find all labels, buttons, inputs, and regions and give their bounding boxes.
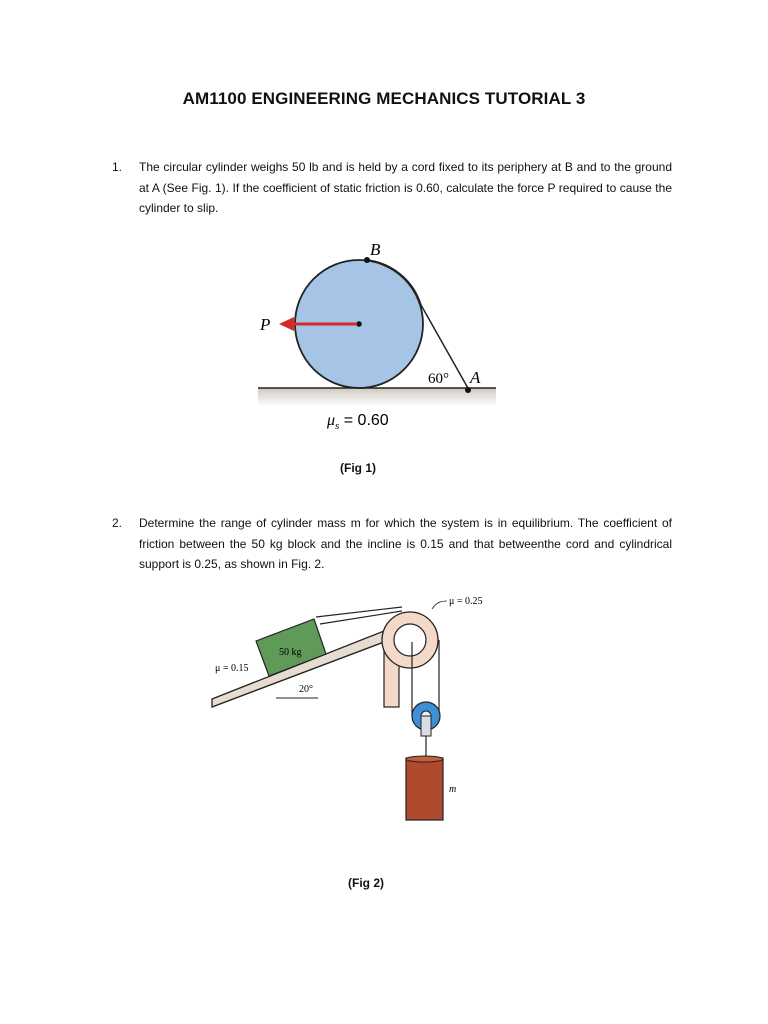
question-text: Determine the range of cylinder mass m for which the system is in equilibrium. The coefficient of friction between the 50 kg block and the incline is 0.15 and that betweenthe cord and cylindrical support is 0.25, as shown in Fig. 2. (139, 516, 672, 571)
label-p: P (260, 315, 271, 334)
mass-label: m (449, 784, 457, 795)
mu-cord-leader (432, 601, 447, 609)
angle-label: 60° (428, 371, 449, 387)
support-hole (394, 624, 426, 656)
question-number: 2. (112, 516, 123, 530)
question-number: 1. (112, 160, 123, 174)
document-title: AM1100 ENGINEERING MECHANICS TUTORIAL 3 (182, 89, 586, 108)
label-a: A (470, 368, 481, 387)
pulley-bracket (421, 716, 431, 736)
friction-label: $\mu_s = 0.60$ (327, 412, 389, 432)
label-b: B (370, 240, 381, 259)
question-text: The circular cylinder weighs 50 lb and is held by a cord fixed to its periphery at B and to the ground at A (See Fig. 1). If the coefficient of static friction is 0.60, calculate the force P required to cause the cylinder to slip. (139, 160, 672, 215)
figure-1-caption: (Fig 1) (340, 461, 376, 475)
block-label: 50 kg (279, 647, 302, 658)
figure-2-caption: (Fig 2) (348, 876, 384, 890)
mass-cylinder-top (406, 756, 443, 762)
angle-label: 20° (299, 684, 313, 695)
mu-incline-label: μ = 0.15 (215, 663, 249, 674)
mu-cord-label: μ = 0.25 (449, 596, 483, 607)
cord-upper (316, 607, 402, 617)
mass-cylinder (406, 758, 443, 820)
